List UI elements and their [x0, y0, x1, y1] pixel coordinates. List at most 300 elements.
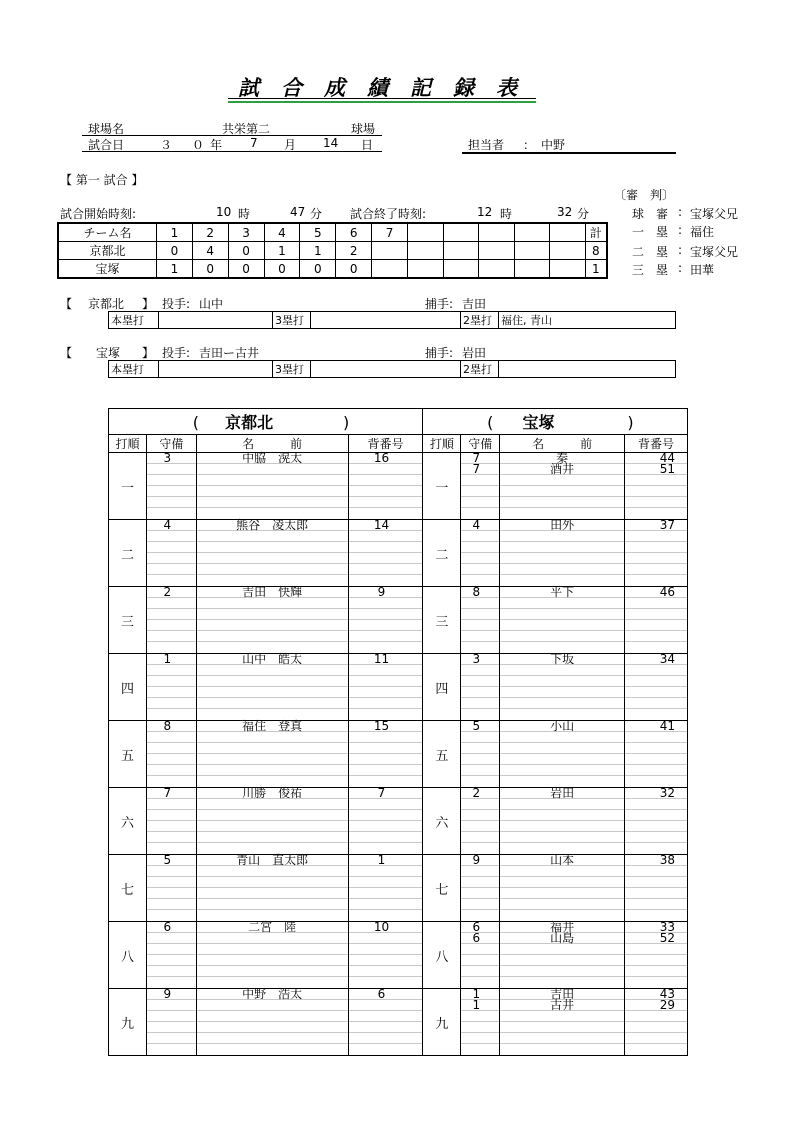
ballpark-name: 共栄第二	[222, 122, 271, 136]
blank-line	[197, 531, 348, 542]
player-num: 11	[349, 654, 423, 665]
lineup-row	[109, 587, 688, 654]
player-num: 41	[625, 721, 687, 732]
blank-line	[625, 977, 687, 988]
inning-score	[514, 260, 550, 279]
batting-order: 四	[109, 654, 147, 721]
player-pos: 1	[461, 1000, 499, 1011]
inning-header: 6	[336, 223, 372, 242]
blank-line	[625, 810, 687, 821]
inning-header: 3	[228, 223, 264, 242]
home-pos-cell	[146, 855, 196, 922]
blank-line	[349, 1000, 423, 1011]
inning-score: 1	[264, 242, 300, 260]
blank-line	[147, 910, 196, 921]
blank-line	[349, 1044, 423, 1055]
umpire-sep: :	[678, 261, 683, 275]
day-unit: 日	[361, 138, 374, 152]
player-pos: 4	[461, 520, 499, 531]
blank-line	[461, 687, 499, 698]
player-num: 15	[349, 721, 423, 732]
lineup-row	[109, 520, 688, 587]
blank-line	[147, 486, 196, 497]
away-name-cell	[500, 721, 625, 788]
player-num: 16	[349, 453, 423, 464]
umpire-name: 宝塚父兄	[690, 245, 739, 259]
blank-line	[500, 497, 624, 508]
inning-score: 0	[228, 242, 264, 260]
home-pos-cell	[146, 453, 196, 520]
date-month: 7	[250, 136, 258, 150]
blank-line	[197, 877, 348, 888]
player-pos: 9	[461, 855, 499, 866]
blank-line	[461, 743, 499, 754]
blank-line	[461, 497, 499, 508]
blank-line	[625, 1033, 687, 1044]
away-name-cell	[500, 654, 625, 721]
blank-line	[349, 553, 423, 564]
away-name-cell	[500, 855, 625, 922]
inning-score: 1	[300, 242, 336, 260]
player-name: 二宮 陸	[197, 922, 348, 933]
player-pos: 2	[461, 788, 499, 799]
player-name: 酒井	[500, 464, 624, 475]
batting-order: 八	[109, 922, 147, 989]
battery-team: 宝塚	[96, 346, 121, 360]
blank-line	[349, 821, 423, 832]
blank-line	[461, 698, 499, 709]
batting-order: 三	[423, 587, 461, 654]
home-name-cell	[196, 721, 348, 788]
player-num: 9	[349, 587, 423, 598]
lineup-row	[109, 989, 688, 1056]
blank-line	[500, 765, 624, 776]
blank-line	[625, 642, 687, 653]
blank-line	[625, 732, 687, 743]
player-num: 37	[625, 520, 687, 531]
catcher-name: 吉田	[462, 297, 487, 311]
inning-score: 0	[228, 260, 264, 279]
date-underline	[82, 151, 382, 152]
inning-header: 7	[372, 223, 408, 242]
blank-line	[625, 687, 687, 698]
away-num-cell	[625, 654, 688, 721]
blank-line	[197, 732, 348, 743]
blank-line	[349, 810, 423, 821]
blank-line	[500, 866, 624, 877]
blank-line	[461, 955, 499, 966]
hour-unit: 時	[238, 207, 251, 221]
blank-line	[197, 955, 348, 966]
batting-order: 九	[423, 989, 461, 1056]
blank-line	[349, 977, 423, 988]
blank-line	[349, 687, 423, 698]
blank-line	[147, 1011, 196, 1022]
away-name-cell	[500, 520, 625, 587]
blank-line	[500, 676, 624, 687]
player-pos: 6	[461, 922, 499, 933]
away-team-title	[423, 409, 688, 435]
blank-line	[147, 810, 196, 821]
blank-line	[197, 1011, 348, 1022]
player-name: 岩田	[500, 788, 624, 799]
homerun-label: 本塁打	[109, 312, 159, 329]
home-name-cell	[196, 788, 348, 855]
battery-close: 】	[142, 297, 155, 311]
blank-line	[349, 888, 423, 899]
batting-order: 九	[109, 989, 147, 1056]
player-pos: 8	[147, 721, 196, 732]
home-pos-cell	[146, 989, 196, 1056]
blank-line	[625, 709, 687, 720]
lineup-row	[109, 855, 688, 922]
battery-open: 【	[60, 297, 73, 311]
blank-line	[349, 531, 423, 542]
name-header: 名 前	[196, 435, 348, 453]
blank-line	[197, 665, 348, 676]
batting-order: 一	[109, 453, 147, 520]
homerun-value	[159, 312, 273, 329]
blank-line	[349, 799, 423, 810]
ballpark-label: 球場名	[88, 122, 125, 136]
lineup-row	[109, 654, 688, 721]
date-year: ３ ０	[160, 138, 209, 152]
blank-line	[500, 754, 624, 765]
game-label: 【 第一 試合 】	[60, 173, 144, 187]
blank-line	[625, 609, 687, 620]
double-label: 2塁打	[461, 361, 499, 378]
inning-score: 0	[156, 242, 192, 260]
away-num-cell	[625, 453, 688, 520]
blank-line	[147, 977, 196, 988]
batting-order: 五	[109, 721, 147, 788]
blank-line	[147, 1022, 196, 1033]
blank-line	[147, 598, 196, 609]
player-name: 川勝 俊祐	[197, 788, 348, 799]
away-team-name: 宝塚	[522, 413, 555, 432]
blank-line	[147, 665, 196, 676]
date-day: 14	[323, 136, 339, 150]
home-pos-cell	[146, 788, 196, 855]
catcher-label: 捕手:	[425, 346, 454, 360]
inning-header	[514, 223, 550, 242]
blank-line	[197, 933, 348, 944]
blank-line	[625, 944, 687, 955]
blank-line	[147, 933, 196, 944]
lineup-row	[109, 922, 688, 989]
blank-line	[625, 698, 687, 709]
battery-open: 【	[60, 346, 73, 360]
player-name: 平下	[500, 587, 624, 598]
team-name: 宝塚	[58, 260, 156, 279]
player-num: 29	[625, 1000, 687, 1011]
triple-value	[311, 361, 461, 378]
blank-line	[625, 1044, 687, 1055]
total-header: 計	[585, 223, 607, 242]
blank-line	[625, 531, 687, 542]
away-pos-cell	[461, 520, 500, 587]
blank-line	[625, 966, 687, 977]
home-name-cell	[196, 520, 348, 587]
away-name-cell	[500, 587, 625, 654]
blank-line	[625, 765, 687, 776]
blank-line	[461, 843, 499, 854]
battery-team: 京都北	[88, 297, 125, 311]
blank-line	[625, 877, 687, 888]
home-name-cell	[196, 922, 348, 989]
away-num-cell	[625, 922, 688, 989]
blank-line	[625, 665, 687, 676]
blank-line	[147, 464, 196, 475]
player-name: 青山 直太郎	[197, 855, 348, 866]
team-total: 8	[585, 242, 607, 260]
inning-header	[479, 223, 515, 242]
blank-line	[625, 1022, 687, 1033]
end-hour: 12	[477, 205, 493, 219]
blank-line	[147, 821, 196, 832]
player-name: 下坂	[500, 654, 624, 665]
home-pos-cell	[146, 587, 196, 654]
blank-line	[461, 598, 499, 609]
player-name: 秦	[500, 453, 624, 464]
umpire-sep: :	[678, 243, 683, 257]
player-pos: 7	[461, 464, 499, 475]
blank-line	[500, 665, 624, 676]
blank-line	[349, 1011, 423, 1022]
blank-line	[147, 631, 196, 642]
blank-line	[147, 832, 196, 843]
player-pos: 5	[147, 855, 196, 866]
person-underline	[462, 152, 676, 154]
player-name: 山中 皓太	[197, 654, 348, 665]
player-name: 山本	[500, 855, 624, 866]
lineup-row	[109, 721, 688, 788]
blank-line	[197, 810, 348, 821]
player-name: 吉田 快輝	[197, 587, 348, 598]
blank-line	[349, 743, 423, 754]
battery-close: 】	[142, 346, 155, 360]
blank-line	[349, 631, 423, 642]
blank-line	[500, 620, 624, 631]
hits-table	[108, 360, 676, 378]
blank-line	[197, 799, 348, 810]
blank-line	[625, 832, 687, 843]
paren-close: )	[342, 413, 350, 432]
home-num-cell	[348, 989, 423, 1056]
player-name: 古井	[500, 1000, 624, 1011]
blank-line	[625, 564, 687, 575]
batting-order: 八	[423, 922, 461, 989]
blank-line	[461, 553, 499, 564]
blank-line	[625, 888, 687, 899]
pitcher-name: 吉田ー古井	[199, 346, 260, 360]
blank-line	[461, 542, 499, 553]
blank-line	[147, 955, 196, 966]
blank-line	[500, 475, 624, 486]
blank-line	[349, 464, 423, 475]
blank-line	[197, 866, 348, 877]
blank-line	[461, 486, 499, 497]
blank-line	[461, 877, 499, 888]
blank-line	[625, 843, 687, 854]
blank-line	[197, 832, 348, 843]
blank-line	[197, 698, 348, 709]
blank-line	[349, 1022, 423, 1033]
batting-order: 七	[109, 855, 147, 922]
blank-line	[625, 1011, 687, 1022]
player-pos: 2	[147, 587, 196, 598]
inning-score	[514, 242, 550, 260]
number-header: 背番号	[625, 435, 688, 453]
end-time-label: 試合終了時刻:	[350, 207, 427, 221]
blank-line	[461, 609, 499, 620]
home-num-cell	[348, 922, 423, 989]
blank-line	[147, 1044, 196, 1055]
blank-line	[197, 631, 348, 642]
blank-line	[197, 944, 348, 955]
blank-line	[147, 531, 196, 542]
batting-order: 六	[109, 788, 147, 855]
player-pos: 7	[461, 453, 499, 464]
home-name-cell	[196, 654, 348, 721]
blank-line	[461, 821, 499, 832]
player-pos: 7	[147, 788, 196, 799]
inning-score: 0	[192, 260, 228, 279]
blank-line	[147, 776, 196, 787]
player-pos: 5	[461, 721, 499, 732]
umpire-sep: :	[678, 223, 683, 237]
blank-line	[197, 821, 348, 832]
person-label: 担当者	[468, 138, 505, 152]
inning-header: 2	[192, 223, 228, 242]
person-sep: ：	[523, 138, 536, 152]
blank-line	[500, 877, 624, 888]
blank-line	[461, 765, 499, 776]
blank-line	[500, 1011, 624, 1022]
blank-line	[500, 810, 624, 821]
player-pos: 6	[147, 922, 196, 933]
umpire-name: 田華	[690, 263, 715, 277]
blank-line	[500, 631, 624, 642]
inning-score	[479, 242, 515, 260]
person-name: 中野	[541, 138, 566, 152]
blank-line	[500, 821, 624, 832]
away-name-cell	[500, 788, 625, 855]
player-num: 43	[625, 989, 687, 1000]
inning-header: 5	[300, 223, 336, 242]
blank-line	[625, 743, 687, 754]
umpire-sep: :	[678, 205, 683, 219]
double-label: 2塁打	[461, 312, 499, 329]
blank-line	[349, 676, 423, 687]
player-pos: 4	[147, 520, 196, 531]
home-pos-cell	[146, 922, 196, 989]
player-pos: 3	[147, 453, 196, 464]
home-num-cell	[348, 721, 423, 788]
home-pos-cell	[146, 654, 196, 721]
inning-header: 4	[264, 223, 300, 242]
away-pos-cell	[461, 587, 500, 654]
umpire-name: 宝塚父兄	[690, 207, 739, 221]
team-title-row	[109, 409, 688, 435]
triple-value	[311, 312, 461, 329]
homerun-value	[159, 361, 273, 378]
blank-line	[349, 497, 423, 508]
inning-score: 2	[336, 242, 372, 260]
blank-line	[461, 776, 499, 787]
blank-line	[625, 486, 687, 497]
away-num-cell	[625, 788, 688, 855]
blank-line	[461, 966, 499, 977]
blank-line	[349, 564, 423, 575]
blank-line	[625, 631, 687, 642]
batting-order: 三	[109, 587, 147, 654]
blank-line	[147, 642, 196, 653]
home-name-cell	[196, 989, 348, 1056]
triple-label: 3塁打	[273, 361, 311, 378]
blank-line	[625, 508, 687, 519]
blank-line	[349, 765, 423, 776]
player-pos: 1	[147, 654, 196, 665]
player-num: 6	[349, 989, 423, 1000]
blank-line	[197, 687, 348, 698]
inning-score	[407, 260, 443, 279]
player-num: 44	[625, 453, 687, 464]
player-pos: 3	[461, 654, 499, 665]
away-pos-cell	[461, 788, 500, 855]
blank-line	[147, 620, 196, 631]
home-name-cell	[196, 453, 348, 520]
inning-header	[550, 223, 586, 242]
umpire-role: 三 塁	[632, 263, 669, 277]
blank-line	[500, 888, 624, 899]
player-pos: 9	[147, 989, 196, 1000]
blank-line	[349, 475, 423, 486]
blank-line	[197, 553, 348, 564]
home-team-name: 京都北	[225, 413, 274, 432]
blank-line	[147, 1033, 196, 1044]
blank-line	[197, 888, 348, 899]
blank-line	[349, 698, 423, 709]
blank-line	[500, 743, 624, 754]
blank-line	[147, 709, 196, 720]
blank-line	[197, 620, 348, 631]
home-pos-cell	[146, 520, 196, 587]
blank-line	[349, 955, 423, 966]
blank-line	[500, 553, 624, 564]
blank-line	[147, 944, 196, 955]
batting-order: 一	[423, 453, 461, 520]
position-header: 守備	[461, 435, 500, 453]
blank-line	[461, 709, 499, 720]
inning-score	[550, 242, 586, 260]
blank-line	[500, 486, 624, 497]
paren-open: (	[192, 413, 199, 432]
blank-line	[461, 944, 499, 955]
blank-line	[461, 1044, 499, 1055]
batting-order: 四	[423, 654, 461, 721]
blank-line	[500, 564, 624, 575]
homerun-label: 本塁打	[109, 361, 159, 378]
blank-line	[500, 1033, 624, 1044]
minute-unit: 分	[577, 207, 590, 221]
start-minute: 47	[290, 205, 306, 219]
blank-line	[147, 866, 196, 877]
catcher-name: 岩田	[462, 346, 487, 360]
blank-line	[147, 966, 196, 977]
blank-line	[500, 1022, 624, 1033]
blank-line	[147, 508, 196, 519]
